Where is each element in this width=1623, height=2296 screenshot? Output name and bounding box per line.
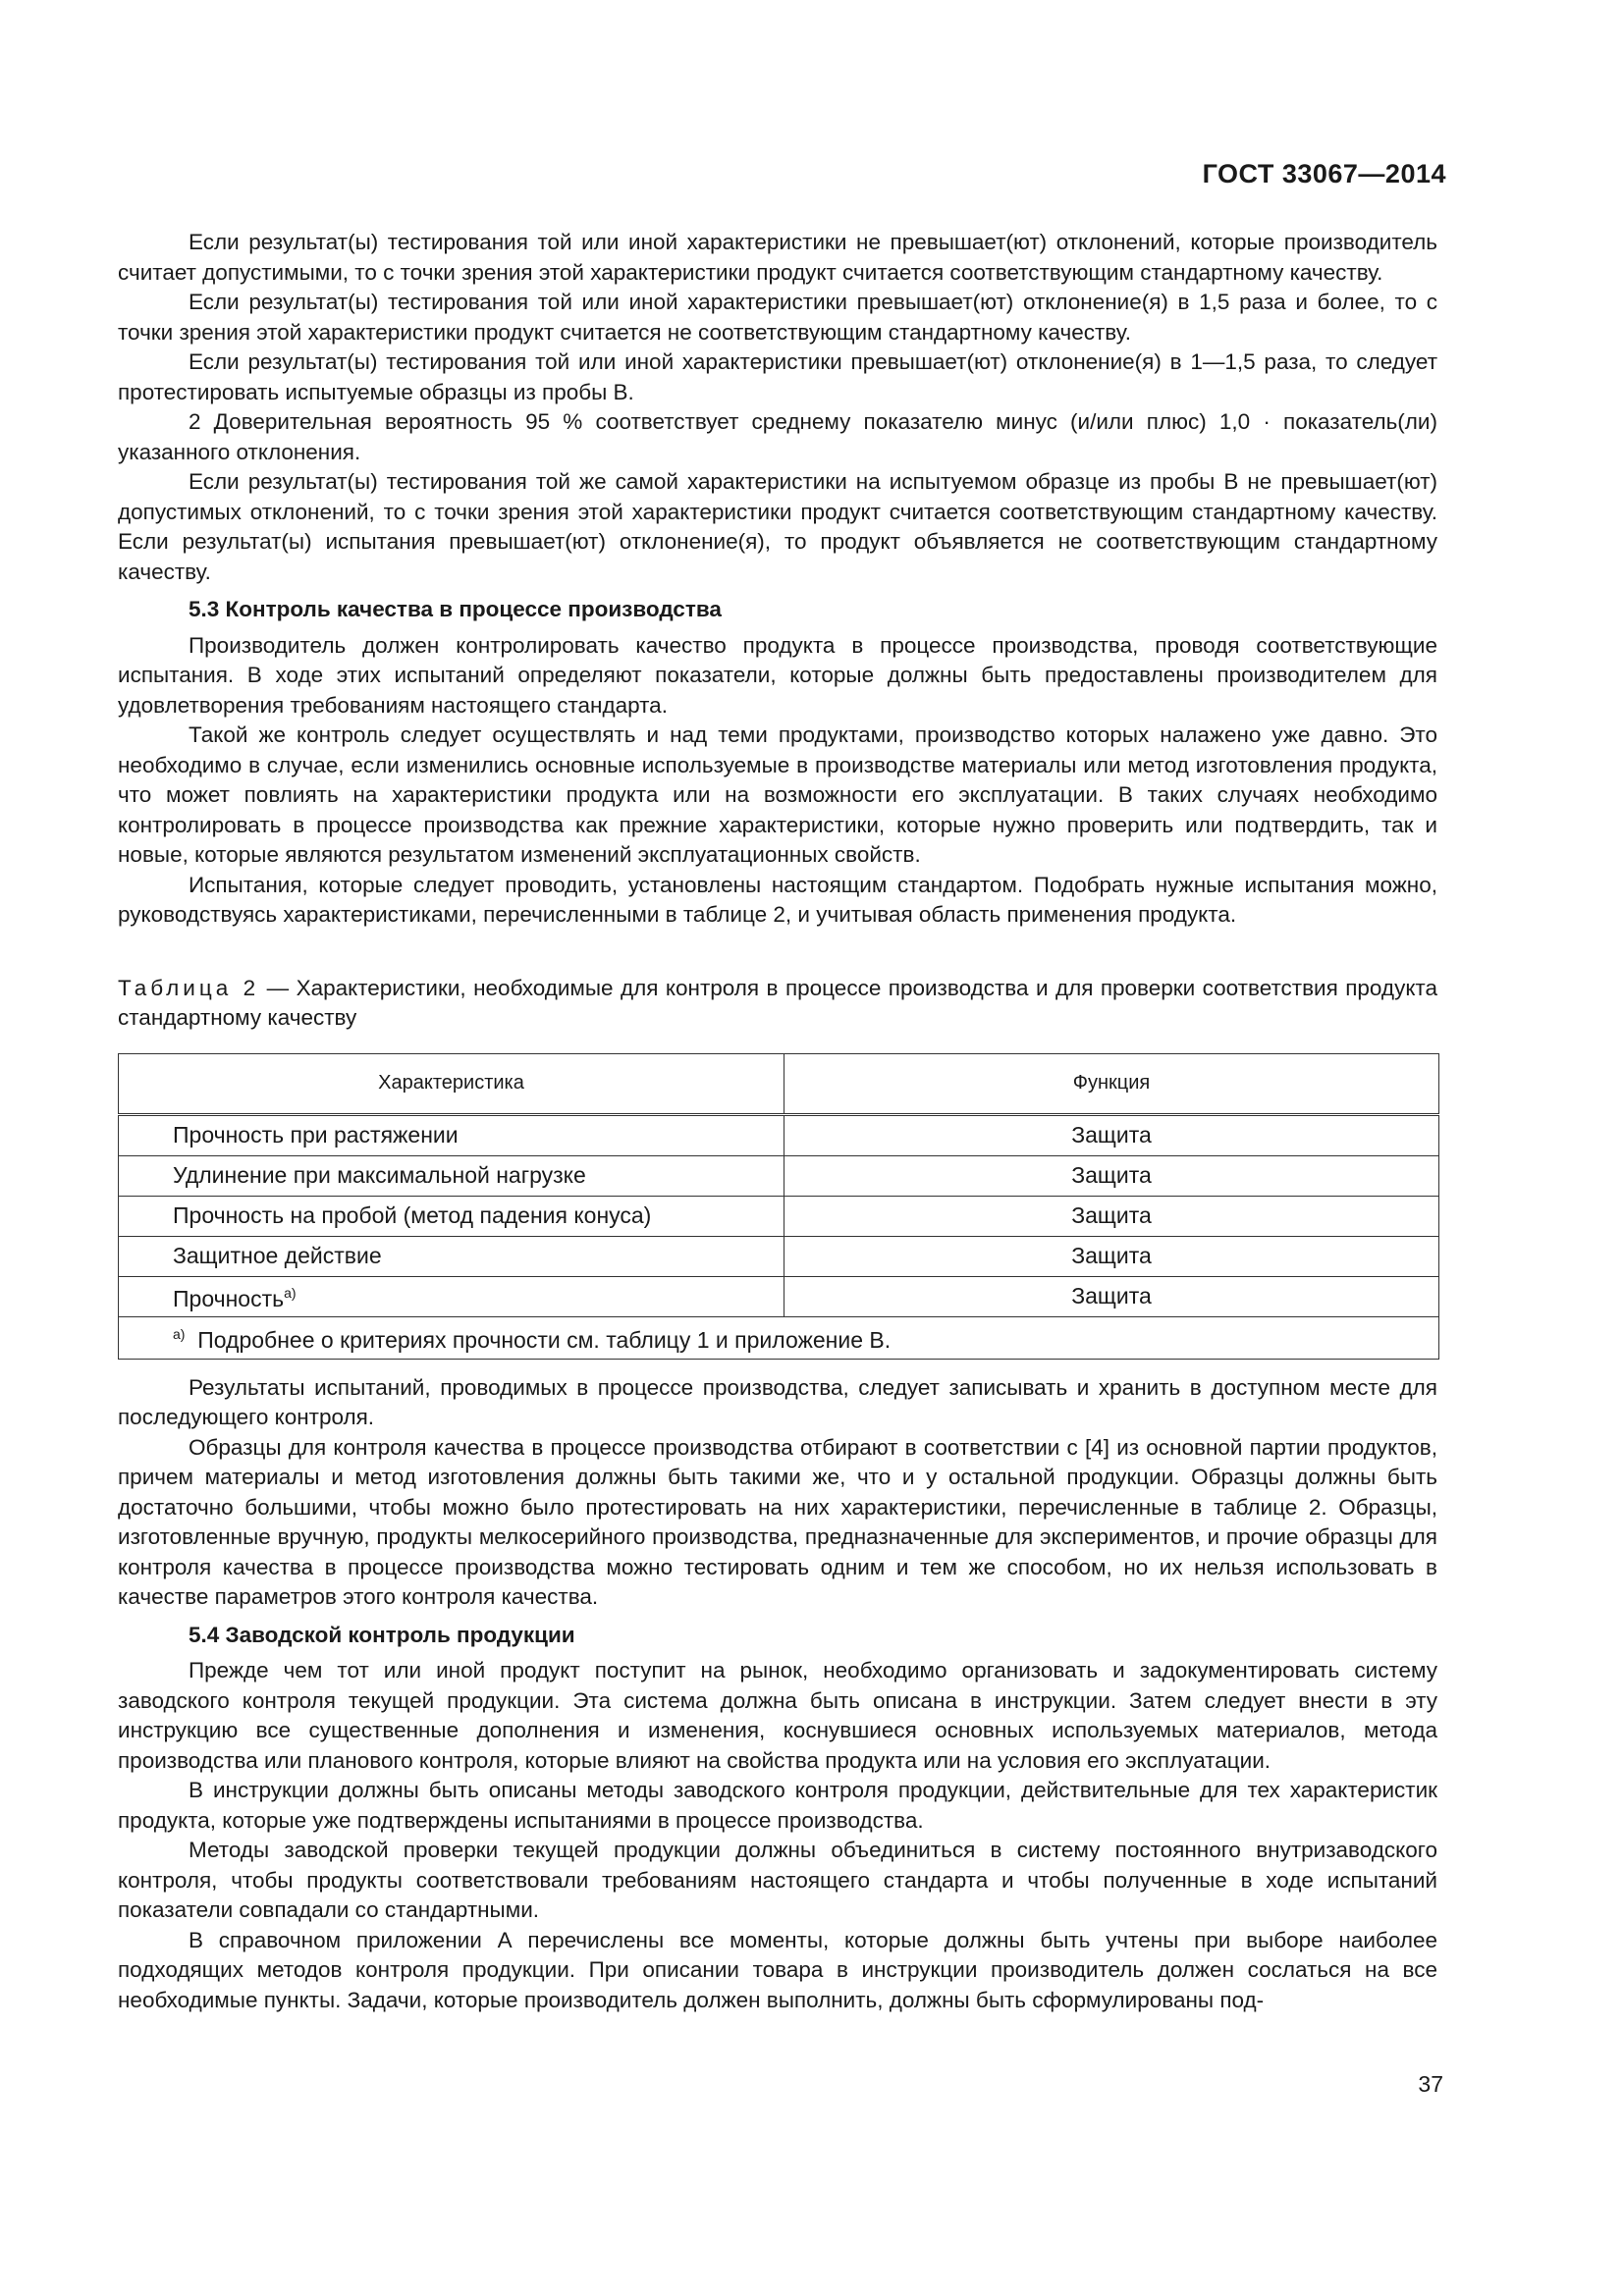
paragraph: Производитель должен контролировать качество продукта в процессе производства, проводя соответствующие испытания. В ходе этих испытаний определяют показатели, которые должны быть предоставлены производителем для удовлетворения требованиям настоящего стандарта. xyxy=(118,632,1437,718)
paragraph: Такой же контроль следует осуществлять и над теми продуктами, производство которых налажено уже давно. Это необходимо в случае, если изменились основные используемые в производстве материалы или метод изготовления продукта, что может повлиять на характеристики продукта или на возможности его эксплуатации. В таких случаях необходимо контролировать в процессе производства как прежние характеристики, которые нужно проверить или подтвердить, так и новые, которые являются результатом изменений эксплуатационных свойств. xyxy=(118,722,1437,867)
section-heading-5-4: 5.4 Заводской контроль продукции xyxy=(189,1622,575,1647)
paragraph: В справочном приложении А перечислены все моменты, которые должны быть учтены при выборе наиболее подходящих методов контроля продукции. При описании товара в инструкции производитель должен сослаться на все необходимые пункты. Задачи, которые производитель должен выполнить, должны быть сформулированы под- xyxy=(118,1927,1437,2012)
table-header-row xyxy=(119,1053,1439,1114)
paragraph: Результаты испытаний, проводимых в процессе производства, следует записывать и хранить в доступном месте для последующего контроля. xyxy=(118,1374,1437,1429)
table-caption xyxy=(118,974,1437,1034)
footnote-marker: а) xyxy=(173,1326,186,1343)
document-code: ГОСТ 33067—2014 xyxy=(1202,159,1446,188)
page-number: 37 xyxy=(1418,2071,1443,2097)
function-cell: Защита xyxy=(784,1196,1439,1236)
table-row xyxy=(119,1196,1439,1236)
characteristic-cell: Прочность на пробой (метод падения конуса) xyxy=(119,1196,784,1236)
characteristic-cell: Прочность при растяжении xyxy=(119,1114,784,1155)
characteristics-table xyxy=(118,1053,1439,1360)
table-caption-text: — Характеристики, необходимые для контроля в процессе производства и для проверки соответствия продукта стандартному качеству xyxy=(118,975,1437,1030)
page-content xyxy=(118,228,1437,2015)
paragraph: В инструкции должны быть описаны методы заводского контроля продукции, действительные для тех характеристик продукта, которые уже подтверждены испытаниями в процессе производства. xyxy=(118,1778,1437,1833)
table-row xyxy=(119,1276,1439,1316)
table-footnote-row xyxy=(119,1316,1439,1359)
table-label: Таблица 2 xyxy=(118,975,260,1000)
characteristic-text: Прочность xyxy=(173,1286,285,1312)
paragraph: Если результат(ы) тестирования той или иной характеристики превышает(ют) отклонение(я) в 1—1,5 раза, то следует протестировать испытуемые образцы из пробы В. xyxy=(118,349,1437,404)
note-paragraph: 2 Доверительная вероятность 95 % соответствует среднему показателю минус (и/или плюс) 1,0 · показатель(ли) указанного отклонения. xyxy=(118,409,1437,464)
footnote-marker: а) xyxy=(284,1285,297,1302)
function-cell: Защита xyxy=(784,1276,1439,1316)
paragraph: Образцы для контроля качества в процессе производства отбирают в соответствии с [4] из основной партии продуктов, причем материалы и метод изготовления должны быть такими же, что и у остальной продукции. Образцы должны быть достаточно большими, чтобы можно было протестировать на них характеристики, перечисленные в таблице 2. Образцы, изготовленные вручную, продукты мелкосерийного производства, предназначенные для экспериментов, и прочие образцы для контроля качества в процессе производства можно тестировать одним и тем же способом, но их нельзя использовать в качестве параметров этого контроля качества. xyxy=(118,1434,1437,1609)
table-row xyxy=(119,1155,1439,1196)
paragraph: Если результат(ы) тестирования той или иной характеристики не превышает(ют) отклонений, которые производитель считает допустимыми, то с точки зрения этой характеристики продукт считается соответствующим стандартному качеству. xyxy=(118,230,1437,285)
characteristic-cell xyxy=(119,1276,784,1316)
column-header-function: Функция xyxy=(784,1053,1439,1114)
paragraph: Если результат(ы) тестирования той или иной характеристики превышает(ют) отклонение(я) в 1,5 раза и более, то с точки зрения этой характеристики продукт считается не соответствующим стандартному качеству. xyxy=(118,290,1437,345)
paragraph: Методы заводской проверки текущей продукции должны объединиться в систему постоянного внутризаводского контроля, чтобы продукты соответствовали требованиям настоящего стандарта и чтобы полученные в ходе испытаний показатели совпадали со стандартными. xyxy=(118,1838,1437,1922)
paragraph: Если результат(ы) тестирования той же самой характеристики на испытуемом образце из пробы В не превышает(ют) допустимых отклонений, то с точки зрения этой характеристики продукт считается соответствующим стандартному качеству. Если результат(ы) испытания превышает(ют) отклонение(я), то продукт объявляется не соответствующим стандартному качеству. xyxy=(118,469,1437,584)
footnote-text: Подробнее о критериях прочности см. таблицу 1 и приложение В. xyxy=(197,1327,892,1354)
function-cell: Защита xyxy=(784,1155,1439,1196)
table-footnote xyxy=(119,1316,1439,1359)
column-header-characteristic: Характеристика xyxy=(119,1053,784,1114)
paragraph: Прежде чем тот или иной продукт поступит на рынок, необходимо организовать и задокументировать систему заводского контроля текущей продукции. Эта система должна быть описана в инструкции. Затем следует внести в эту инструкцию все существенные дополнения и изменения, коснувшиеся основных используемых материалов, метода производства или планового контроля, которые влияют на свойства продукта или на условия его эксплуатации. xyxy=(118,1658,1437,1773)
table-row xyxy=(119,1114,1439,1155)
characteristic-cell: Защитное действие xyxy=(119,1236,784,1276)
function-cell: Защита xyxy=(784,1114,1439,1155)
section-heading-5-3: 5.3 Контроль качества в процессе производства xyxy=(189,597,722,621)
paragraph: Испытания, которые следует проводить, установлены настоящим стандартом. Подобрать нужные испытания можно, руководствуясь характеристиками, перечисленными в таблице 2, и учитывая область применения продукта. xyxy=(118,872,1437,927)
table-row xyxy=(119,1236,1439,1276)
characteristic-cell: Удлинение при максимальной нагрузке xyxy=(119,1155,784,1196)
function-cell: Защита xyxy=(784,1236,1439,1276)
